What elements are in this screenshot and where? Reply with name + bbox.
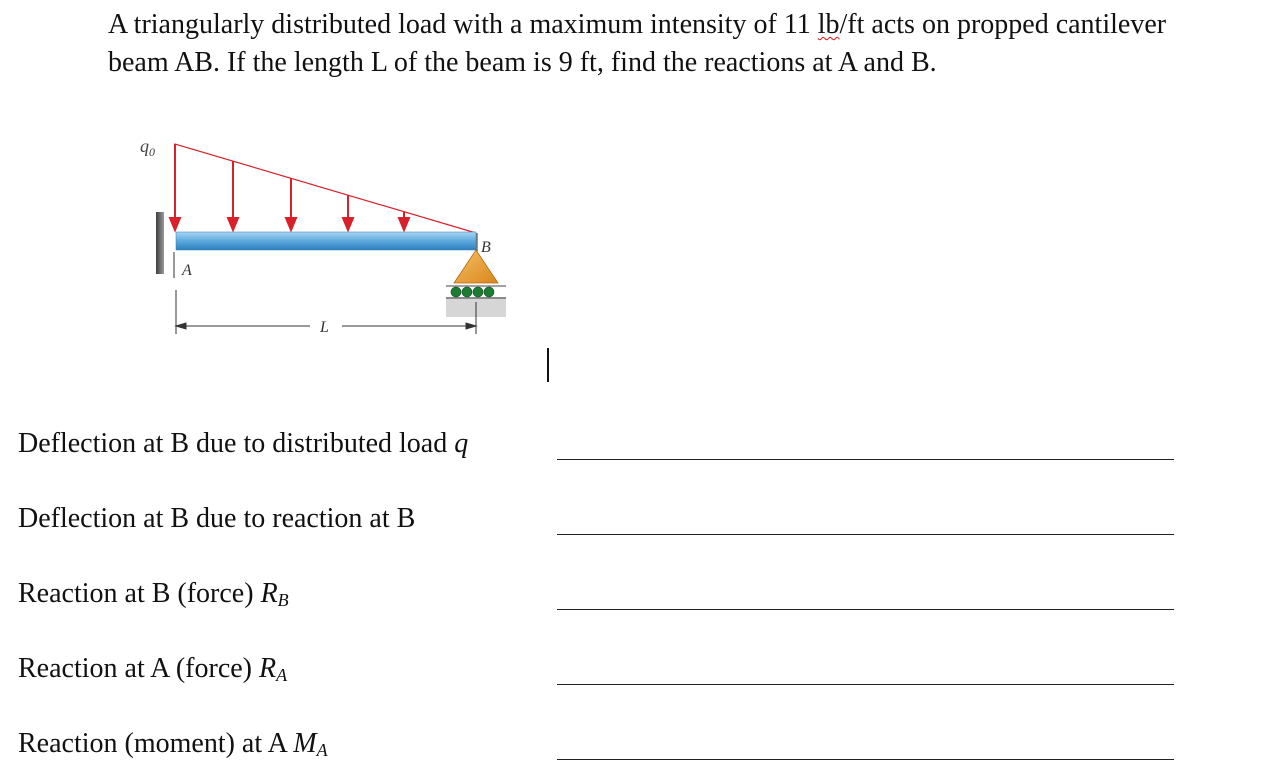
spellcheck-flagged-word[interactable]: lb: [817, 9, 840, 40]
question-text: Reaction (moment) at A: [18, 728, 294, 759]
answer-blank-3[interactable]: [557, 609, 1174, 610]
problem-line-1a: A triangularly distributed load with a maximum intensity of 11: [108, 9, 818, 40]
question-deflection-b-load: [18, 428, 468, 460]
length-label: L: [320, 319, 329, 336]
question-deflection-b-reaction: [18, 503, 415, 535]
text-cursor: [547, 348, 549, 382]
question-symbol: R: [260, 578, 278, 609]
problem-line-1b: /ft acts on propped cantilever: [839, 9, 1167, 40]
question-text: Reaction at A (force): [18, 653, 260, 684]
label-b: B: [481, 239, 491, 256]
question-symbol: M: [293, 728, 317, 759]
load-triangle: [175, 144, 476, 233]
answer-blank-4[interactable]: [557, 684, 1174, 685]
question-subscript: A: [316, 740, 328, 760]
label-a: A: [182, 262, 192, 279]
distributed-load-arrows: [170, 144, 409, 230]
propped-cantilever-diagram: [120, 132, 520, 354]
question-text: Reaction at B (force): [18, 578, 261, 609]
problem-line-2: beam AB. If the length L of the beam is 9 ft, find the reactions at A and B.: [108, 47, 937, 78]
question-reaction-a-force: [18, 653, 287, 686]
answer-blank-2[interactable]: [557, 534, 1174, 535]
answer-blank-1[interactable]: [557, 459, 1174, 460]
question-subscript: A: [276, 665, 288, 685]
roller-wheels: [451, 287, 494, 297]
q0-label: $q_0$: [140, 136, 155, 159]
question-text: Deflection at B due to distributed load: [18, 428, 455, 459]
question-text: Deflection at B due to reaction at B: [18, 503, 416, 534]
fixed-wall: [156, 212, 164, 274]
question-symbol: q: [454, 428, 469, 459]
beam-ab: [176, 232, 476, 250]
pin-support-b: [454, 250, 498, 283]
problem-statement: [108, 6, 1268, 82]
question-subscript: B: [277, 590, 289, 610]
question-symbol: R: [259, 653, 277, 684]
question-reaction-a-moment: [18, 728, 328, 761]
question-reaction-b-force: [18, 578, 289, 611]
answer-blank-5[interactable]: [557, 759, 1174, 760]
